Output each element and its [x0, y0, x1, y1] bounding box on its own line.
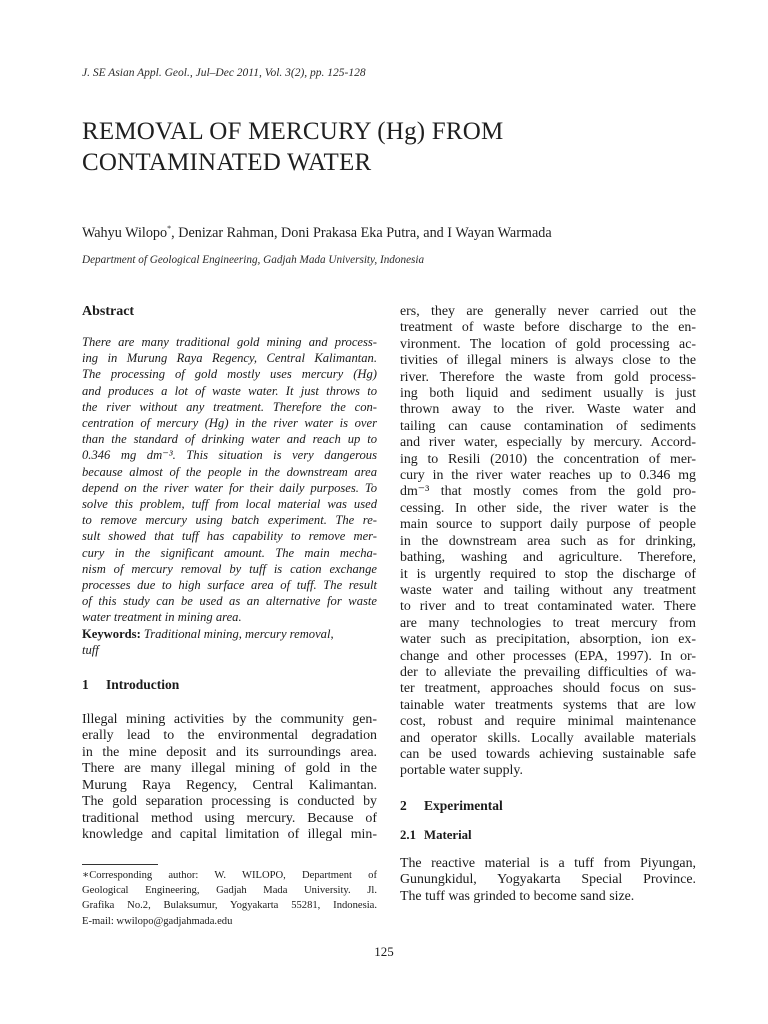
abstract-line: nism of mercury removal by tuff is cation exchange: [82, 561, 377, 576]
text-line: cessing. In other side, the river water is the: [400, 500, 696, 516]
subsection-number: 2.1: [400, 827, 416, 842]
footnote-line: E-mail: wwilopo@gadjahmada.edu: [82, 915, 233, 927]
text-line: river. Therefore the waste from gold process-: [400, 369, 696, 385]
abstract-line: of this study can be used as an alternative for waste: [82, 594, 377, 609]
abstract-heading: Abstract: [82, 304, 135, 319]
co-authors: , Denizar Rahman, Doni Prakasa Eka Putra, and I Wayan Warmada: [171, 225, 552, 241]
abstract-line: because almost of the people in the downstream area: [82, 464, 377, 479]
paper-title: [82, 116, 702, 178]
footnote-line: ∗Corresponding author: W. WILOPO, Department of: [82, 870, 377, 881]
text-line: tailing can cause contamination of sediments: [400, 418, 696, 434]
text-line: it is urgently required to stop the discharge of: [400, 566, 696, 582]
text-line: The reactive material is a tuff from Piyungan,: [400, 855, 696, 871]
text-line: ter treatment, approaches should focus on sus-: [400, 681, 696, 697]
text-line: change and other processes (EPA, 1997). In or-: [400, 648, 696, 664]
keywords-text: tuff: [82, 642, 99, 657]
section-title: Experimental: [424, 797, 503, 813]
text-line: Illegal mining activities by the community gen-: [82, 712, 377, 728]
abstract-line: sult showed that tuff has capability to remove mer-: [82, 529, 377, 544]
subsection-heading-material: [400, 828, 696, 843]
section-heading-experimental: [400, 798, 696, 814]
section-heading-introduction: [82, 677, 377, 693]
abstract-line: water treatment in mining area.: [82, 610, 242, 625]
text-line: ing to Resili (2010) the concentration of mer-: [400, 451, 696, 467]
abstract-line: solve this problem, tuff from local material was used: [82, 497, 377, 512]
abstract-line: than the standard of drinking water and reach up to: [82, 432, 377, 447]
text-line: traditional method using mercury. Because of: [82, 810, 377, 826]
section-number: 2: [400, 797, 407, 813]
footnote-rule: [82, 864, 158, 865]
abstract-line: There are many traditional gold mining and process-: [82, 335, 377, 349]
text-line: vironment. The location of gold processing ac-: [400, 336, 696, 352]
text-line: There are many illegal mining of gold in the: [82, 761, 377, 777]
text-line: and river water, especially by mercury. Accord-: [400, 435, 696, 451]
abstract-line: cury in the significant amount. The main mecha-: [82, 545, 377, 560]
text-line: The gold separation processing is conducted by: [82, 794, 377, 810]
left-column: [82, 304, 377, 843]
abstract-line: to remove mercury using batch experiment. The re-: [82, 513, 377, 528]
journal-citation: J. SE Asian Appl. Geol., Jul–Dec 2011, Vol. 3(2), pp. 125-128: [82, 67, 366, 79]
material-body: [400, 856, 696, 905]
text-line: cury in the river water reaches up to 0.346 mg: [400, 468, 696, 484]
text-line: dm⁻³ that mostly comes from the gold pro-: [400, 484, 696, 500]
title-line: CONTAMINATED WATER: [82, 149, 372, 176]
section-number: 1: [82, 677, 89, 693]
section-title: Introduction: [106, 677, 180, 693]
text-line: can be used towards achieving sustainable safe: [400, 746, 696, 762]
keywords: [82, 626, 377, 658]
text-line: waste water and tailing without any treatment: [400, 582, 696, 598]
corresponding-author: Wahyu Wilopo: [82, 225, 168, 241]
abstract-line: The processing of gold mostly uses mercury (Hg): [82, 367, 377, 382]
text-line: ing both liquid and sediment usually is just: [400, 386, 696, 402]
title-line: REMOVAL OF MERCURY (Hg) FROM: [82, 118, 504, 145]
abstract-body: [82, 334, 377, 626]
subsection-title: Material: [424, 827, 472, 842]
text-line: bathing, washing and agriculture. Therefore,: [400, 550, 696, 566]
footnote: [82, 868, 377, 929]
text-line: portable water supply.: [400, 763, 523, 779]
affiliation: Department of Geological Engineering, Gadjah Mada University, Indonesia: [82, 254, 425, 266]
abstract-line: processes due to high surface area of tuff. The result: [82, 578, 377, 593]
text-line: thrown away to the river. Waste water and: [400, 402, 696, 418]
text-line: erally lead to the environmental degradation: [82, 728, 377, 744]
right-column: [400, 304, 696, 905]
text-line: der to alleviate the prevailing difficulties of wa-: [400, 664, 696, 680]
text-line: and operator skills. Locally available materials: [400, 730, 696, 746]
text-line: Murung Raya Regency, Central Kalimantan.: [82, 777, 377, 793]
introduction-continued: [400, 304, 696, 780]
text-line: to river and to treat contaminated water. There: [400, 599, 696, 615]
text-line: treatment of waste before discharge to the en-: [400, 320, 696, 336]
abstract-line: 0.346 mg dm⁻³. This situation is very dangerous: [82, 448, 377, 463]
text-line: in the downstream area such as for drinking,: [400, 533, 696, 549]
footnote-line: Geological Engineering, Gadjah Mada University. Jl.: [82, 885, 377, 897]
footnote-mark: *: [167, 224, 172, 233]
abstract-line: centration of mercury (Hg) in the river water is over: [82, 416, 377, 431]
text-line: water such as precipitation, absorption, ion ex-: [400, 632, 696, 648]
text-line: in the mine deposit and its surroundings area.: [82, 744, 377, 760]
introduction-body: [82, 712, 377, 843]
text-line: cost, robust and require minimal maintenance: [400, 714, 696, 730]
text-line: The tuff was grinded to become sand size.: [400, 888, 635, 904]
text-line: Gunungkidul, Yogyakarta Special Province.: [400, 872, 696, 888]
page-number: 125: [374, 944, 394, 959]
text-line: are many technologies to treat mercury from: [400, 615, 696, 631]
abstract-line: ing in Murung Raya Regency, Central Kalimantan.: [82, 351, 377, 366]
footnote-line: Grafika No.2, Bulaksumur, Yogyakarta 55281, Indonesia.: [82, 900, 377, 912]
keywords-label: Keywords:: [82, 626, 141, 641]
text-line: knowledge and capital limitation of illegal min-: [82, 826, 377, 842]
text-line: tainable water treatments systems that are low: [400, 697, 696, 713]
keywords-text: Traditional mining, mercury removal,: [140, 626, 334, 641]
abstract-line: the river without any treatment. Therefore the con-: [82, 399, 377, 414]
text-line: tivities of illegal miners is always close to the: [400, 353, 696, 369]
abstract-line: and produces a lot of waste water. It just throws to: [82, 383, 377, 398]
abstract-line: depend on the river water for their daily purposes. To: [82, 480, 377, 495]
text-line: main source to support daily purpose of people: [400, 517, 696, 533]
author-list: [82, 224, 552, 242]
text-line: ers, they are generally never carried out the: [400, 304, 696, 319]
